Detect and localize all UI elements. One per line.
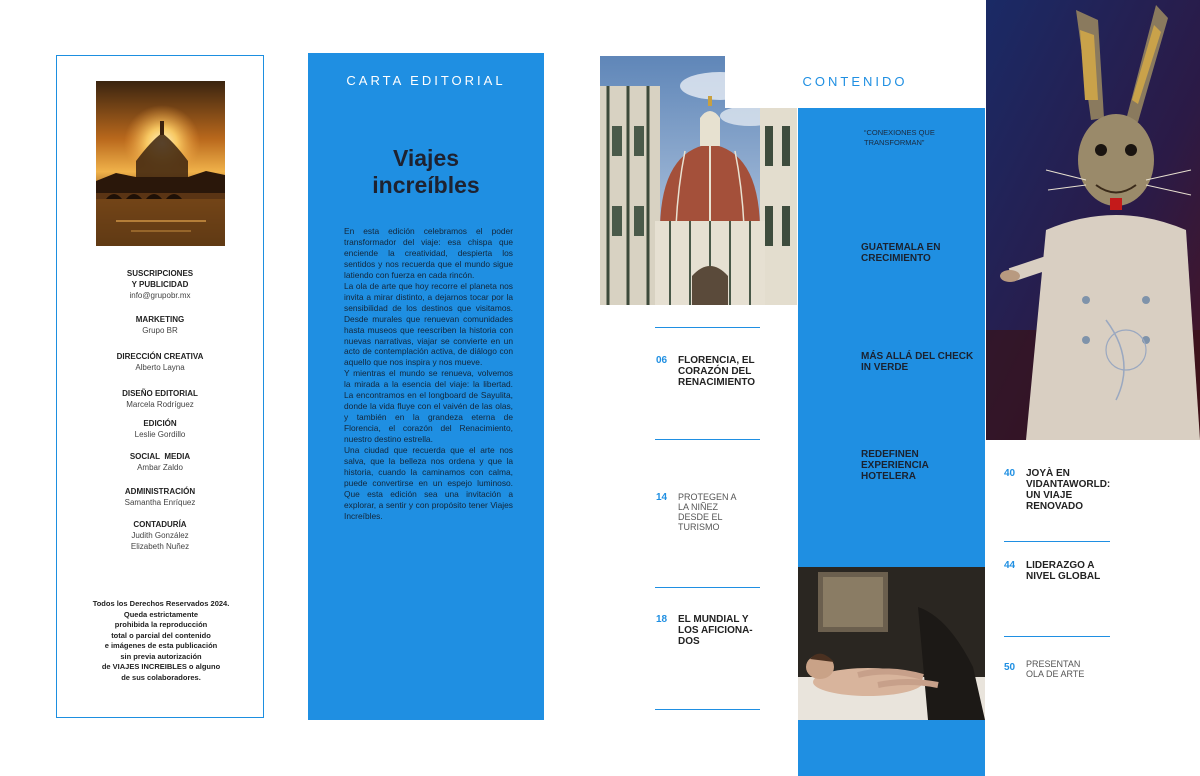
editorial-body: [344, 226, 513, 522]
credit-creative-direction: [57, 351, 263, 373]
editorial-paragraph: La ola de arte que hoy recorre el planeta nos invita a mirar distinto, a dejarnos tocar por la sensibilidad de los destinos que visitamos. Desde murales que renuevan comunidades hasta museos que reescriben la historia con nuevas narrativas, viajar se convierte en un acto de contemplación activa, de diálogo con aquello que nos inspira y nos mueve.: [344, 280, 513, 368]
toc-feature[interactable]: GUATEMALA EN CRECIMIENTO: [861, 242, 941, 264]
toc-feature[interactable]: REDEFINEN EXPERIENCIA HOTELERA: [861, 449, 929, 482]
contents-header: [725, 56, 985, 108]
credit-value: Judith González: [131, 531, 189, 540]
credit-title: CONTADURÍA: [133, 520, 187, 529]
rights-line: e imágenes de esta publicación: [104, 641, 218, 650]
page-number: 06: [656, 355, 668, 366]
credit-title: MARKETING: [135, 315, 185, 324]
editorial-section-title: CARTA EDITORIAL: [346, 73, 506, 88]
page-number: 14: [656, 492, 668, 503]
credit-value: Ambar Zaldo: [137, 463, 183, 472]
divider: [655, 587, 760, 588]
credit-value: Marcela Rodríguez: [126, 400, 194, 409]
contents-quote: “CONEXIONES QUE TRANSFORMAN”: [864, 128, 935, 147]
editorial-paragraph: Y mientras el mundo se renueva, volvemos la mirada a la esencia del viaje: la libertad. La encontramos en el longboard de Sayulita, donde la vida fluye con el vaivén de las olas, y también en la grandeza eterna de Florencia, el corazón del Renacimiento, nuestro destino estrella.: [344, 368, 513, 445]
page-number: 50: [1004, 662, 1016, 673]
editorial-paragraph: Una ciudad que recuerda que el arte nos salva, que la belleza nos ordena y que la historia, cuando la caminamos con calma, puede convertirse en un espejo luminoso. Que esta edición sea una invitación a explorar, a sentir y con propósito tener Viajes Increíbles.: [344, 445, 513, 521]
editorial-heading: [328, 145, 524, 199]
article-title: PROTEGEN A LA NIÑEZ DESDE EL TURISMO: [678, 492, 737, 532]
credit-value: Samantha Enríquez: [124, 498, 196, 507]
divider: [655, 327, 760, 328]
article-title: PRESENTAN OLA DE ARTE: [1026, 659, 1085, 679]
editorial-letter: [308, 53, 544, 720]
rome-sunset-photo: [96, 81, 225, 246]
credit-social-media: [57, 451, 263, 473]
credit-editing: [57, 418, 263, 440]
rights-line: Queda estrictamente: [123, 609, 199, 619]
credit-value: Leslie Gordillo: [134, 430, 186, 439]
copyright-notice: [67, 599, 255, 683]
heading-line: increíbles: [372, 172, 480, 198]
credit-title: SUSCRIPCIONES: [126, 269, 194, 278]
credit-marketing: [57, 314, 263, 336]
divider: [1004, 541, 1110, 542]
divider: [1004, 636, 1110, 637]
credit-title: DISEÑO EDITORIAL: [122, 389, 198, 398]
rights-line: prohibida la reproducción: [114, 620, 208, 629]
page-number: 40: [1004, 468, 1016, 479]
spa-massage-photo: [798, 567, 985, 720]
article-title: JOYÀ EN VIDANTAWORLD: UN VIAJE RENOVADO: [1026, 468, 1111, 512]
credit-accounting: [57, 519, 263, 552]
article-title: EL MUNDIAL Y LOS AFICIONA-DOS: [678, 614, 753, 647]
rights-line: de sus colaboradores.: [121, 672, 201, 682]
credit-value: Grupo BR: [142, 326, 178, 335]
rights-line: sin previa autorización: [120, 651, 202, 661]
article-title: FLORENCIA, EL CORAZÓN DEL RENACIMIENTO: [678, 355, 756, 388]
credit-value: Alberto Layna: [135, 363, 185, 372]
credit-value-2: Elizabeth Nuñez: [130, 542, 190, 551]
credit-subscriptions: [57, 268, 263, 301]
divider: [655, 439, 760, 440]
toc-feature[interactable]: MÁS ALLÁ DEL CHECK IN VERDE: [861, 351, 974, 373]
divider: [655, 709, 760, 710]
editorial-paragraph: En esta edición celebramos el poder transformador del viaje: esa chispa que enciende la creatividad, despierta los sentidos y nos recuerda que el mundo sigue latiendo con fuerza en cada rincón.: [344, 226, 513, 280]
rights-line: Todos los Derechos Reservados 2024.: [92, 599, 230, 608]
rights-line: de VIAJES INCREIBLES o alguno: [101, 662, 221, 671]
contents-title: CONTENIDO: [802, 74, 908, 89]
credit-email[interactable]: info@grupobr.mx: [129, 291, 191, 300]
rabbit-costume-photo: [986, 0, 1200, 440]
credit-administration: [57, 486, 263, 508]
credit-title: SOCIAL MEDIA: [129, 452, 191, 461]
credit-title: EDICIÓN: [143, 419, 177, 428]
rights-line: total o parcial del contenido: [111, 630, 211, 640]
credits-panel: [56, 55, 264, 718]
credit-editorial-design: [57, 388, 263, 410]
page-number: 18: [656, 614, 668, 625]
credit-title: DIRECCIÓN CREATIVA: [116, 352, 204, 361]
credit-title-line2: Y PUBLICIDAD: [131, 280, 189, 289]
page-number: 44: [1004, 560, 1016, 571]
article-title: LIDERAZGO A NIVEL GLOBAL: [1026, 560, 1101, 582]
credit-title: ADMINISTRACIÓN: [124, 487, 196, 496]
heading-line: Viajes: [392, 145, 460, 171]
